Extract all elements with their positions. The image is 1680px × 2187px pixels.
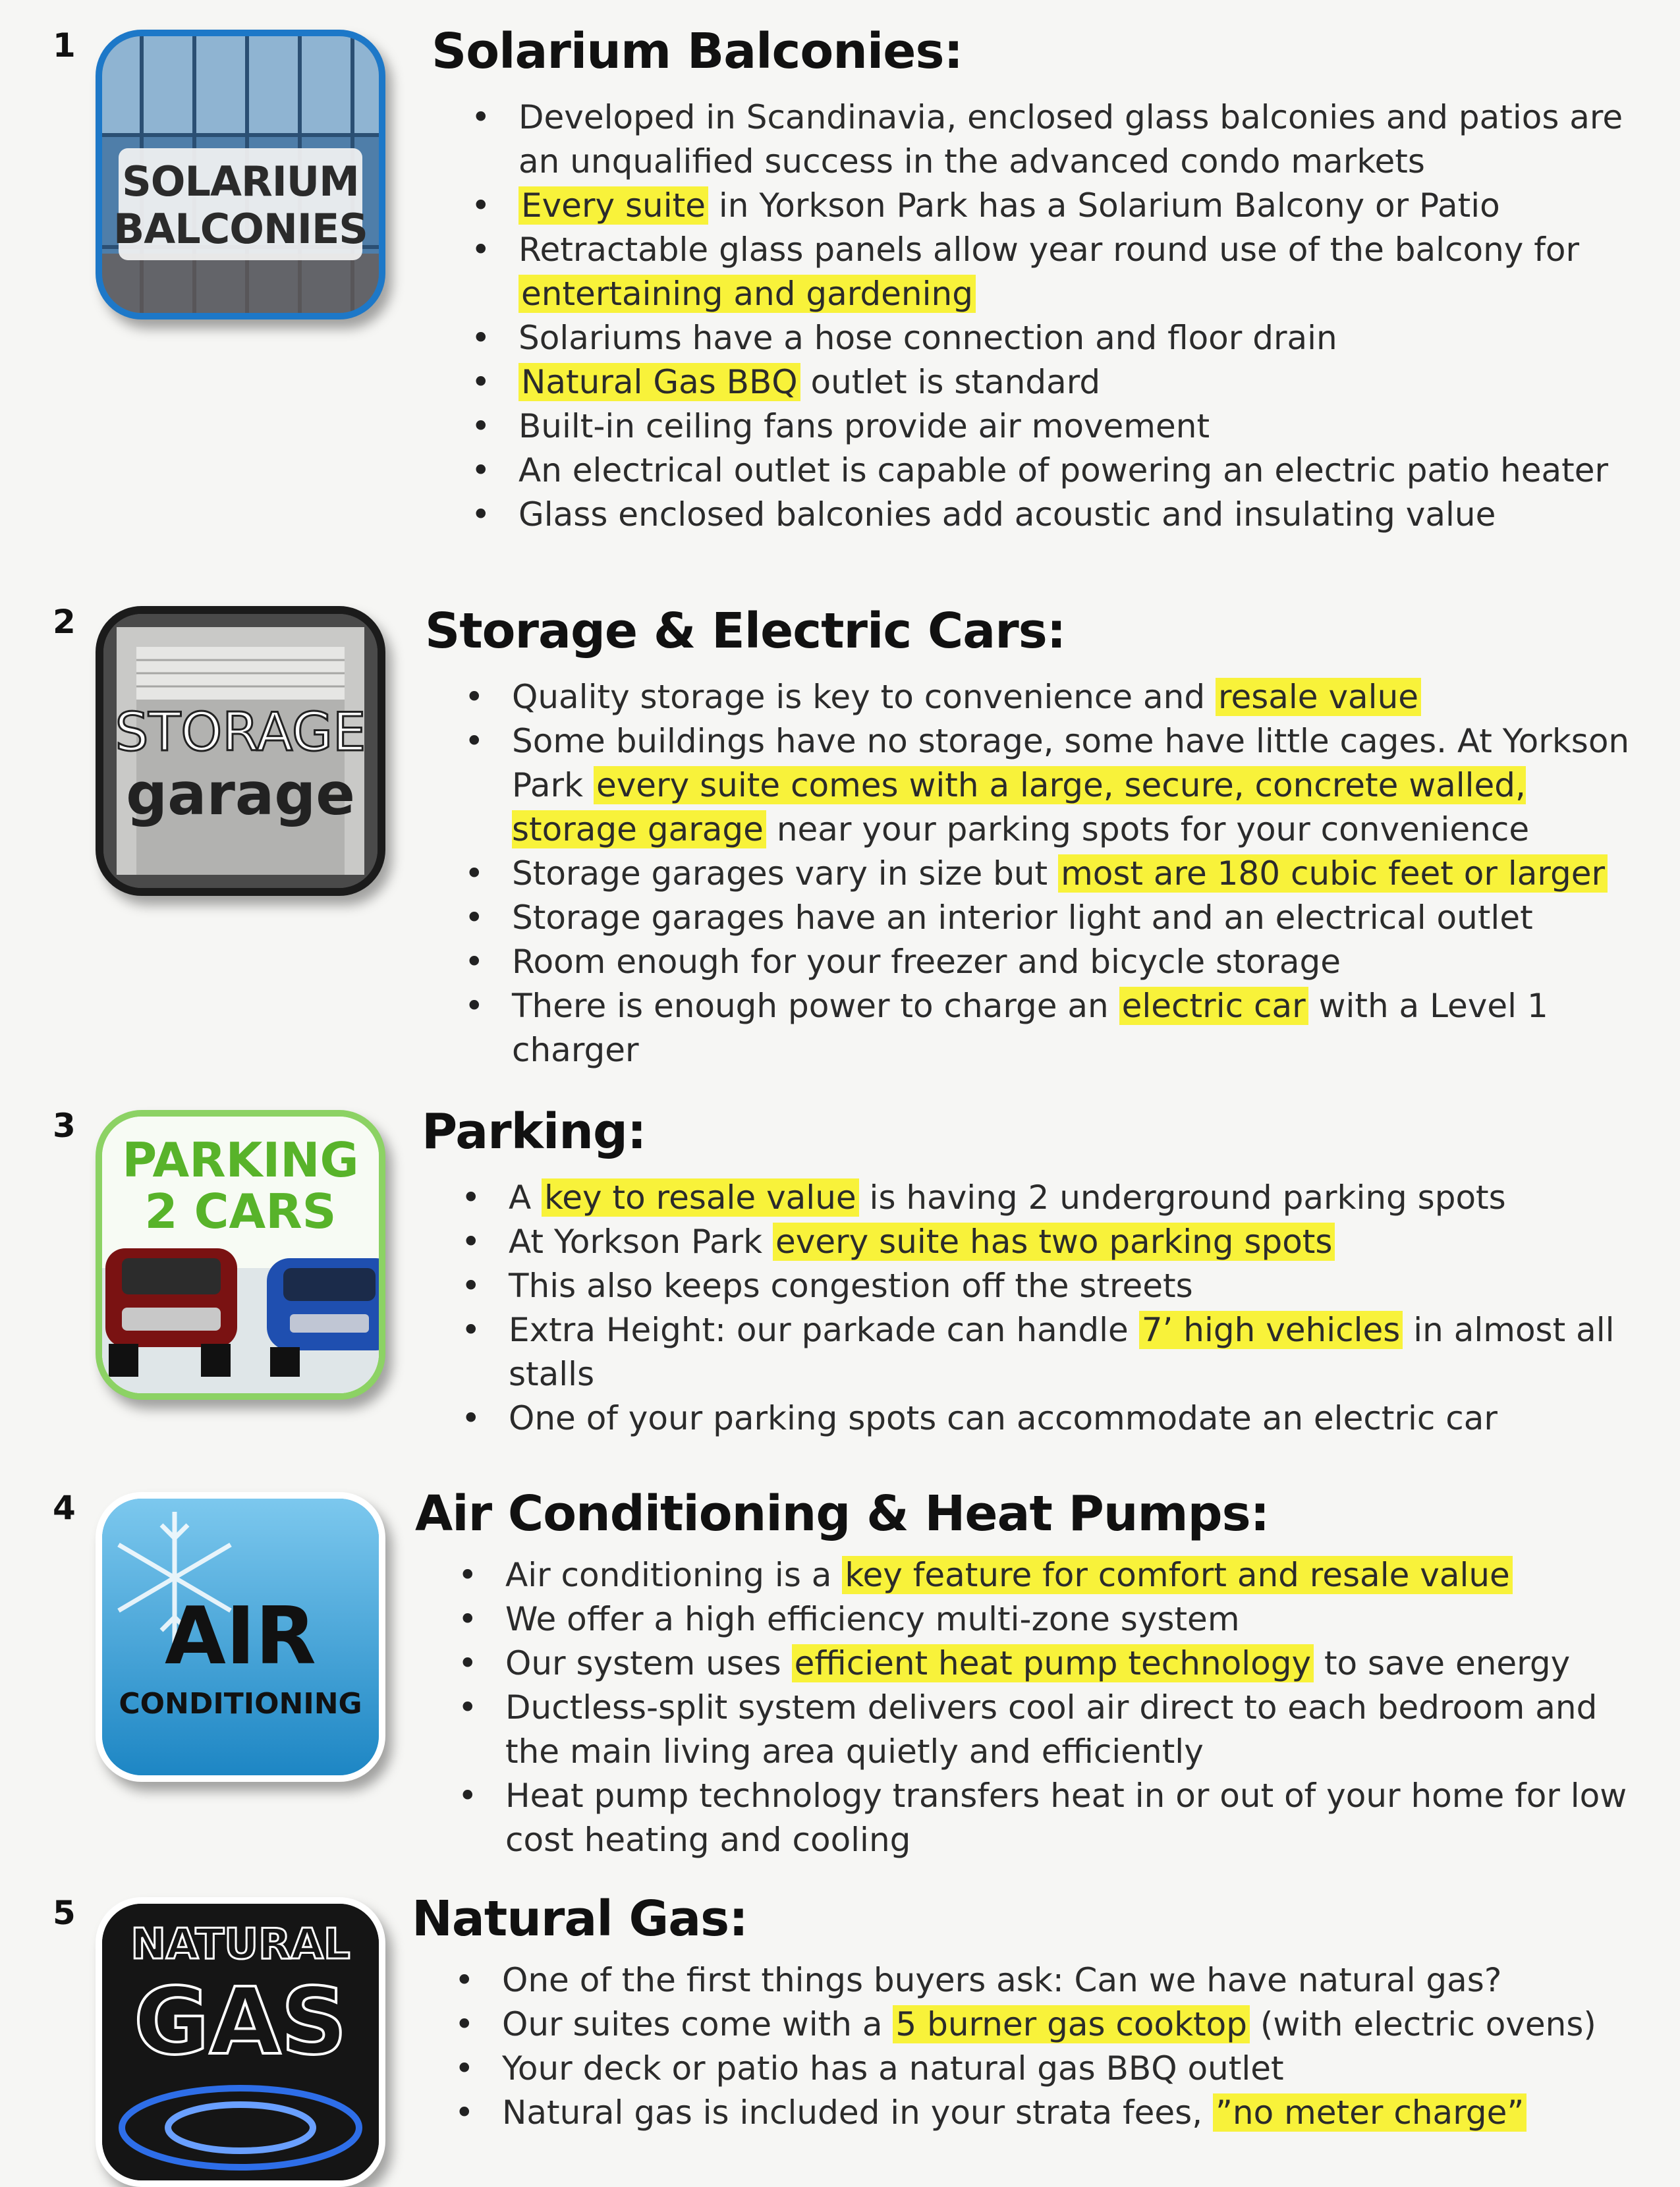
icon-label-line-2: BALCONIES (113, 205, 368, 253)
parking-2-cars-icon (96, 1110, 385, 1400)
bullet-item (464, 896, 1650, 940)
section-number: 4 (53, 1489, 76, 1527)
bullet-item (471, 404, 1657, 449)
bullet-text: (with electric ovens) (1249, 2005, 1596, 2043)
highlighted-text: most are 180 cubic feet or larger (1058, 854, 1608, 893)
bullet-text: An electrical outlet is capable of powering an electric patio heater (518, 451, 1609, 489)
bullet-text: Ductless-split system delivers cool air direct to each bedroom and the main living area quietly and efficiently (505, 1688, 1598, 1771)
bullet-list (458, 1553, 1650, 1862)
bullet-item (455, 2047, 1660, 2091)
storage-garage-icon (96, 606, 385, 896)
bullet-text: Some buildings have no storage, some have little cages. At Yorkson Park (512, 722, 1630, 804)
bullet-text: Solariums have a hose connection and floor drain (518, 319, 1337, 357)
icon-label-line-1: STORAGE (115, 702, 366, 763)
icon-label-line-2: GAS (133, 1968, 348, 2076)
bullet-text: A (509, 1178, 542, 1217)
bullet-item (461, 1220, 1667, 1264)
bullet-text: Our suites come with a (502, 2005, 893, 2043)
bullet-text: Heat pump technology transfers heat in or out of your home for low cost heating and cooling (505, 1777, 1627, 1859)
bullet-list (464, 675, 1650, 1072)
bullet-text: to save energy (1314, 1644, 1571, 1682)
bullet-text: One of your parking spots can accommodate an electric car (509, 1399, 1498, 1437)
bullet-text: This also keeps congestion off the streets (509, 1267, 1193, 1305)
highlighted-text: every suite has two parking spots (773, 1223, 1335, 1261)
bullet-text: There is enough power to charge an (512, 987, 1119, 1025)
icon-label-line-1: SOLARIUM (122, 157, 359, 206)
section-heading: Natural Gas: (412, 1891, 748, 1947)
bullet-text: Developed in Scandinavia, enclosed glass balconies and patios are an unqualified success in the advanced condo markets (518, 98, 1623, 180)
bullet-text: Quality storage is key to convenience and (512, 678, 1216, 716)
bullet-text: with a Level 1 charger (512, 987, 1548, 1069)
bullet-text: One of the first things buyers ask: Can we have natural gas? (502, 1961, 1502, 1999)
bullet-item (461, 1264, 1667, 1308)
highlighted-text: 5 burner gas cooktop (893, 2005, 1250, 2043)
bullet-item (458, 1597, 1650, 1642)
bullet-item (471, 316, 1657, 360)
icon-label-line-1: NATURAL (130, 1920, 350, 1969)
bullet-text: is having 2 underground parking spots (858, 1178, 1506, 1217)
bullet-item (461, 1397, 1667, 1441)
bullet-text: Natural gas is included in your strata fees, (502, 2093, 1214, 2132)
bullet-item (455, 1958, 1660, 2003)
icon-label-line-2: CONDITIONING (119, 1687, 362, 1721)
icon-label-line-2: 2 CARS (144, 1184, 337, 1239)
bullet-list (461, 1176, 1667, 1441)
bullet-text: Built-in ceiling fans provide air movement (518, 407, 1210, 445)
bullet-text: Your deck or patio has a natural gas BBQ outlet (502, 2049, 1284, 2088)
section-heading: Parking: (422, 1103, 646, 1160)
bullet-item (471, 360, 1657, 404)
highlighted-text: key to resale value (542, 1178, 859, 1217)
bullet-item (471, 449, 1657, 493)
bullet-text: Our system uses (505, 1644, 792, 1682)
bullet-text: Storage garages vary in size but (512, 854, 1059, 893)
bullet-text: Glass enclosed balconies add acoustic and insulating value (518, 495, 1496, 534)
bullet-item (461, 1176, 1667, 1220)
bullet-text: in almost all stalls (509, 1311, 1615, 1393)
section-heading: Storage & Electric Cars: (425, 603, 1066, 659)
bullet-item (455, 2091, 1660, 2135)
bullet-item (471, 96, 1657, 184)
bullet-text: near your parking spots for your convenience (766, 810, 1530, 848)
section-heading: Solarium Balconies: (432, 23, 963, 80)
bullet-list (471, 96, 1657, 537)
bullet-item (458, 1642, 1650, 1686)
solarium-balconies-icon (96, 30, 385, 319)
bullet-text: Air conditioning is a (505, 1556, 843, 1594)
section-number: 2 (53, 603, 76, 641)
bullet-item (464, 675, 1650, 719)
bullet-item (471, 228, 1657, 316)
bullet-item (458, 1774, 1650, 1862)
highlighted-text: ”no meter charge” (1213, 2093, 1526, 2132)
bullet-text: Storage garages have an interior light and an electrical outlet (512, 899, 1533, 937)
highlighted-text: key feature for comfort and resale value (842, 1556, 1513, 1594)
bullet-text: We offer a high efficiency multi-zone system (505, 1600, 1240, 1638)
bullet-text: Room enough for your freezer and bicycle storage (512, 943, 1341, 981)
bullet-text: At Yorkson Park (509, 1223, 773, 1261)
icon-label-line-2: garage (126, 760, 355, 828)
natural-gas-icon (96, 1897, 385, 2187)
bullet-text: Extra Height: our parkade can handle (509, 1311, 1139, 1349)
bullet-item (455, 2003, 1660, 2047)
bullet-item (464, 940, 1650, 984)
bullet-text: outlet is standard (800, 363, 1101, 401)
section-number: 1 (53, 26, 76, 65)
bullet-item (471, 184, 1657, 228)
highlighted-text: Every suite (518, 186, 708, 225)
highlighted-text: entertaining and gardening (518, 275, 976, 313)
bullet-item (464, 852, 1650, 896)
highlighted-text: efficient heat pump technology (792, 1644, 1314, 1682)
section-number: 5 (53, 1894, 76, 1932)
air-conditioning-icon (96, 1492, 385, 1782)
icon-label-line-1: PARKING (122, 1132, 359, 1188)
highlighted-text: electric car (1119, 987, 1308, 1025)
bullet-item (464, 719, 1650, 852)
highlighted-text: 7’ high vehicles (1139, 1311, 1403, 1349)
highlighted-text: every suite comes with a large, secure, concrete walled, storage garage (512, 766, 1526, 848)
bullet-item (458, 1686, 1650, 1774)
highlighted-text: Natural Gas BBQ (518, 363, 800, 401)
bullet-text: Retractable glass panels allow year round use of the balcony for (518, 231, 1580, 269)
bullet-item (464, 984, 1650, 1072)
bullet-item (458, 1553, 1650, 1597)
icon-label-line-1: AIR (165, 1591, 316, 1682)
section-number: 3 (53, 1107, 76, 1145)
bullet-list (455, 1958, 1660, 2135)
section-heading: Air Conditioning & Heat Pumps: (415, 1485, 1270, 1542)
bullet-text: in Yorkson Park has a Solarium Balcony or Patio (708, 186, 1500, 225)
highlighted-text: resale value (1216, 678, 1421, 716)
bullet-item (471, 493, 1657, 537)
bullet-item (461, 1308, 1667, 1397)
